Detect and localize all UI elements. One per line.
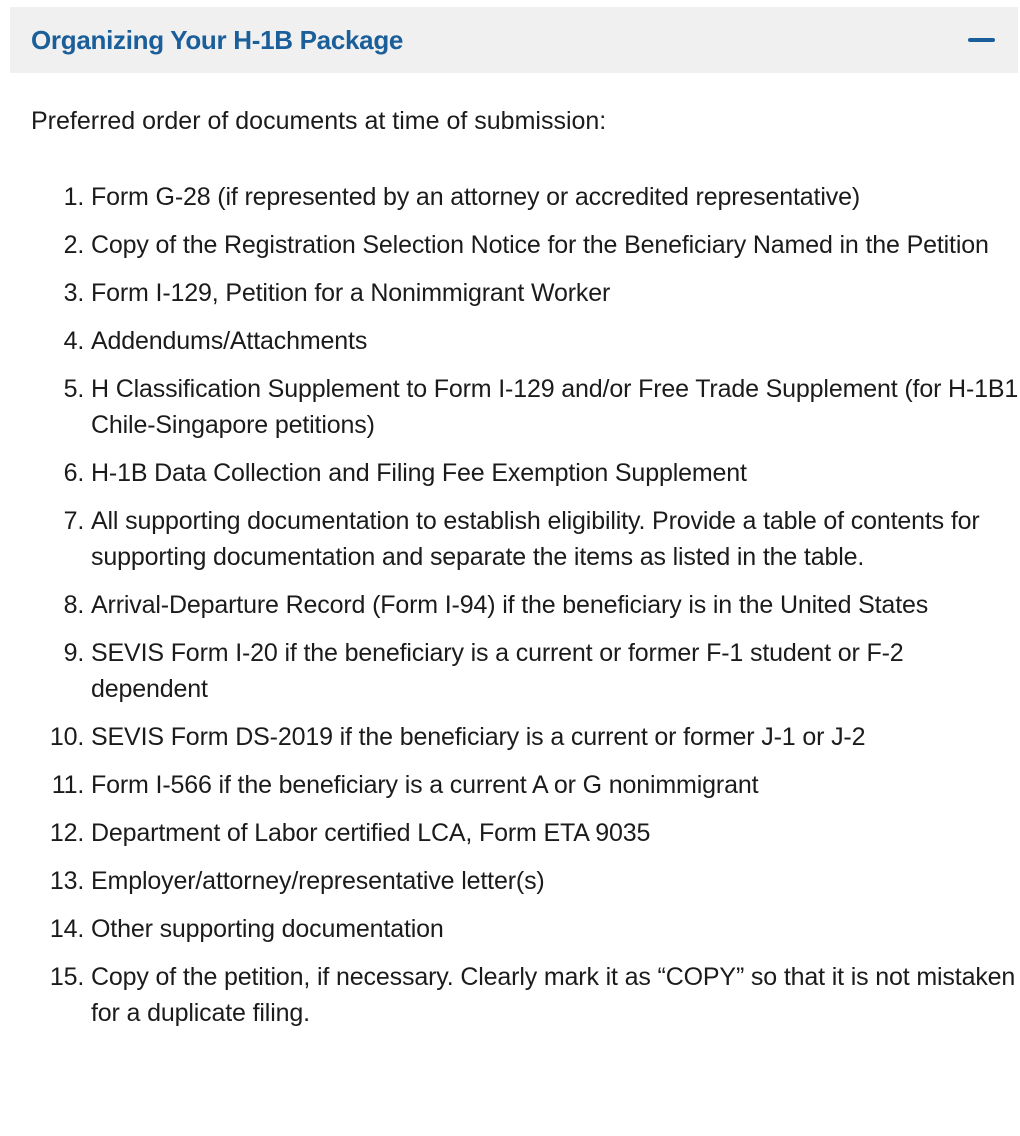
list-item: 4. Addendums/Attachments (91, 323, 1020, 359)
list-item: 13. Employer/attorney/representative letter(s) (91, 863, 1020, 899)
list-item: 8. Arrival-Departure Record (Form I-94) if the beneficiary is in the United States (91, 587, 1020, 623)
list-item: 6. H-1B Data Collection and Filing Fee Exemption Supplement (91, 455, 1020, 491)
document-order-list (0, 179, 1020, 1043)
list-item: 2. Copy of the Registration Selection Notice for the Beneficiary Named in the Petition (91, 227, 1020, 263)
list-item: 12. Department of Labor certified LCA, Form ETA 9035 (91, 815, 1020, 851)
list-item: 10. SEVIS Form DS-2019 if the beneficiary is a current or former J-1 or J-2 (91, 719, 1020, 755)
list-item: 7. All supporting documentation to establish eligibility. Provide a table of contents for supporting documentation and separate the items as listed in the table. (91, 503, 1020, 575)
list-item: 5. H Classification Supplement to Form I-129 and/or Free Trade Supplement (for H-1B1 Chile-Singapore petitions) (91, 371, 1020, 443)
list-item: 1. Form G-28 (if represented by an attorney or accredited representative) (91, 179, 1020, 215)
list-item: 15. Copy of the petition, if necessary. Clearly mark it as “COPY” so that it is not mistaken for a duplicate filing. (91, 959, 1020, 1031)
accordion-title: Organizing Your H-1B Package (31, 25, 404, 55)
accordion-header-button[interactable] (10, 7, 1018, 73)
intro-text: Preferred order of documents at time of submission: (31, 107, 607, 135)
list-item: 14. Other supporting documentation (91, 911, 1020, 947)
minus-icon[interactable] (968, 38, 995, 42)
list-item: 11. Form I-566 if the beneficiary is a current A or G nonimmigrant (91, 767, 1020, 803)
list-item: 9. SEVIS Form I-20 if the beneficiary is a current or former F-1 student or F-2 dependent (91, 635, 1020, 707)
list-item: 3. Form I-129, Petition for a Nonimmigrant Worker (91, 275, 1020, 311)
